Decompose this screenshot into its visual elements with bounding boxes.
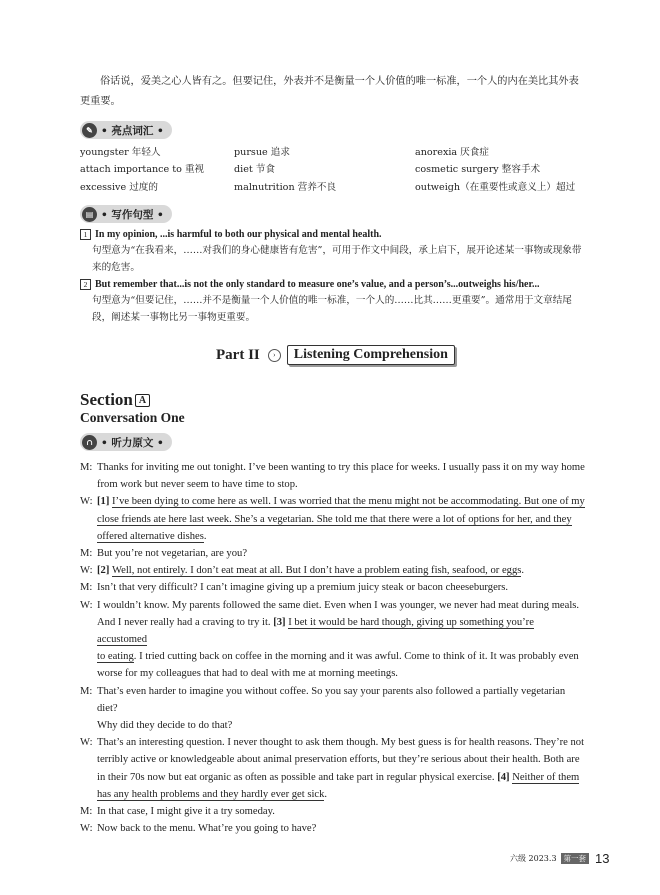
speaker-label — [80, 751, 97, 768]
transcript-line — [80, 648, 585, 665]
vocab-item: cosmetic surgery 整容手术 — [415, 164, 541, 176]
transcript-text: offered alternative dishes. — [97, 530, 207, 542]
patterns-header — [80, 205, 172, 223]
transcript-line — [80, 528, 585, 545]
transcript-line — [80, 665, 585, 682]
speaker-label: M: — [80, 582, 93, 594]
transcript-line — [80, 459, 585, 476]
transcript-line — [80, 562, 585, 579]
transcript-text: Thanks for inviting me out tonight. I’ve been wanting to try this place for weeks. I usually pass it on my way home — [97, 462, 585, 473]
transcript-line — [80, 769, 585, 786]
transcript-text: from work but never seem to have time to stop. — [97, 479, 298, 491]
transcript-text: [1] I’ve been dying to come here as well. I was worried that the menu might not be accommodating. But one of my — [97, 496, 585, 508]
speaker-label: M: — [80, 806, 93, 818]
page-number: 13 — [595, 851, 610, 866]
transcript-line — [80, 614, 585, 648]
vocab-item: outweigh（在重要性或意义上）超过 — [415, 181, 576, 193]
vocab-row — [80, 160, 585, 178]
vocab-item: diet 节食 — [234, 164, 275, 176]
transcript-text: That’s even harder to imagine you without coffee. So you say your parents also followed a partially vegetarian diet? — [97, 685, 566, 714]
transcript-text: Isn’t that very difficult? I can’t imagine giving up a premium juicy steak or bacon cheeseburgers. — [97, 582, 509, 594]
transcript-text: has any health problems and they hardly ever get sick. — [97, 788, 328, 800]
transcript-text: worse for my colleagues that had to deal with me at morning meetings. — [97, 668, 398, 680]
speaker-label — [80, 786, 97, 803]
patterns-title: • 写作句型 • — [101, 208, 164, 221]
speaker-label: W: — [80, 823, 93, 835]
speaker-label — [80, 528, 97, 545]
speaker-label: W: — [80, 599, 93, 611]
transcript-line — [80, 820, 585, 837]
transcript-header — [80, 433, 172, 451]
transcript-line — [80, 717, 585, 734]
page-footer — [510, 851, 610, 866]
transcript-text: close friends ate here last week. She’s a vegetarian. She told me that there were a lot of options for her, and they — [97, 513, 572, 525]
vocab-title: • 亮点词汇 • — [101, 124, 164, 137]
transcript-title: • 听力原文 • — [101, 436, 164, 449]
transcript — [80, 459, 585, 837]
pattern-body: 句型意为“在我看来，……对我们的身心健康皆有危害”，可用于作文中间段，承上启下，展开论述某一事物或现象带来的危害。 — [92, 245, 582, 273]
transcript-text: In that case, I might give it a try someday. — [97, 806, 275, 818]
transcript-text: terribly active or knowledgeable about animal preservation efforts, but they’re serious about their health. Both are — [97, 754, 580, 766]
transcript-line — [80, 545, 585, 562]
speaker-label: M: — [80, 685, 93, 697]
speaker-label: M: — [80, 548, 93, 560]
transcript-text: That’s an interesting question. I never thought to ask them though. My best guess is for health reasons. They’re not — [97, 737, 585, 749]
transcript-line — [80, 734, 585, 751]
speaker-label: W: — [80, 496, 93, 508]
transcript-line — [80, 683, 585, 717]
transcript-line — [80, 803, 585, 820]
pattern-head: In my opinion, ...is harmful to both our physical and mental health. — [95, 228, 382, 240]
speaker-label — [80, 511, 97, 528]
transcript-text: And I never really had a craving to try it. [3] I bet it would be hard though, giving up something you’re accustomed — [97, 616, 534, 646]
section-heading — [80, 390, 150, 410]
transcript-line — [80, 511, 585, 528]
speaker-label — [80, 769, 97, 786]
issue-label: 六级 2023.3 — [510, 854, 557, 863]
speaker-label — [80, 665, 97, 682]
document-icon: ✎ — [82, 123, 97, 138]
vocab-row — [80, 177, 585, 195]
transcript-line — [80, 751, 585, 768]
transcript-line — [80, 597, 585, 614]
transcript-text: Now back to the menu. What’re you going to have? — [97, 823, 317, 835]
transcript-text: Why did they decide to do that? — [97, 720, 233, 732]
transcript-line — [80, 786, 585, 803]
pattern-head: But remember that...is not the only standard to measure one’s value, and a person’s...outweighs his/her... — [95, 278, 540, 290]
set-badge: 第一套 — [561, 853, 590, 864]
vocab-header — [80, 121, 172, 139]
speaker-label — [80, 476, 97, 493]
transcript-text: [2] Well, not entirely. I don’t eat meat at all. But I don’t have a problem eating fish, seafood, or eggs. — [97, 565, 525, 577]
section-badge: A — [135, 394, 150, 407]
transcript-line — [80, 493, 585, 510]
speaker-label: W: — [80, 737, 93, 749]
book-icon: ▤ — [82, 207, 97, 222]
transcript-text: But you’re not vegetarian, are you? — [97, 548, 248, 560]
pattern-item — [80, 226, 590, 276]
section-label: Section — [80, 390, 133, 409]
vocab-item: excessive 过度的 — [80, 181, 158, 193]
vocab-table — [80, 142, 585, 195]
part-heading — [216, 345, 455, 365]
transcript-line — [80, 476, 585, 493]
speaker-label — [80, 614, 97, 648]
speaker-label — [80, 648, 97, 665]
speaker-label: M: — [80, 462, 93, 473]
transcript-text: in their 70s now but eat organic as often as possible and take part in regular physical exercise. [4] Neither of them — [97, 771, 580, 783]
speaker-label: W: — [80, 565, 93, 577]
pattern-number: 1 — [80, 229, 91, 240]
transcript-text: I wouldn’t know. My parents followed the same diet. Even when I was younger, we never had meat during meals. — [97, 599, 580, 611]
vocab-item: pursue 追求 — [234, 146, 290, 158]
intro-paragraph: 俗话说，爱美之心人皆有之。但要记住，外表并不是衡量一个人价值的唯一标准，一个人的内在美比其外表更重要。 — [80, 76, 579, 107]
vocab-item: malnutrition 营养不良 — [234, 181, 337, 193]
conversation-title: Conversation One — [80, 410, 185, 425]
pattern-number: 2 — [80, 279, 91, 290]
transcript-text: to eating. I tried cutting back on coffee in the morning and it was awful. Come to think of it. It was probably even — [97, 651, 579, 663]
vocab-item: anorexia 厌食症 — [415, 146, 489, 158]
chevron-right-icon: › — [268, 349, 281, 362]
headphones-icon: ∩ — [82, 435, 97, 450]
speaker-label — [80, 717, 97, 734]
vocab-row — [80, 142, 585, 160]
part-title: Listening Comprehension — [287, 345, 455, 365]
pattern-item — [80, 276, 590, 326]
vocab-item: attach importance to 重视 — [80, 164, 205, 176]
transcript-line — [80, 579, 585, 596]
pattern-body: 句型意为“但要记住，……并不是衡量一个人价值的唯一标准，一个人的……比其……更重要”。通常用于文章结尾段，阐述某一事物比另一事物更重要。 — [92, 295, 572, 323]
vocab-item: youngster 年轻人 — [80, 146, 161, 158]
part-label: Part II — [216, 346, 260, 363]
